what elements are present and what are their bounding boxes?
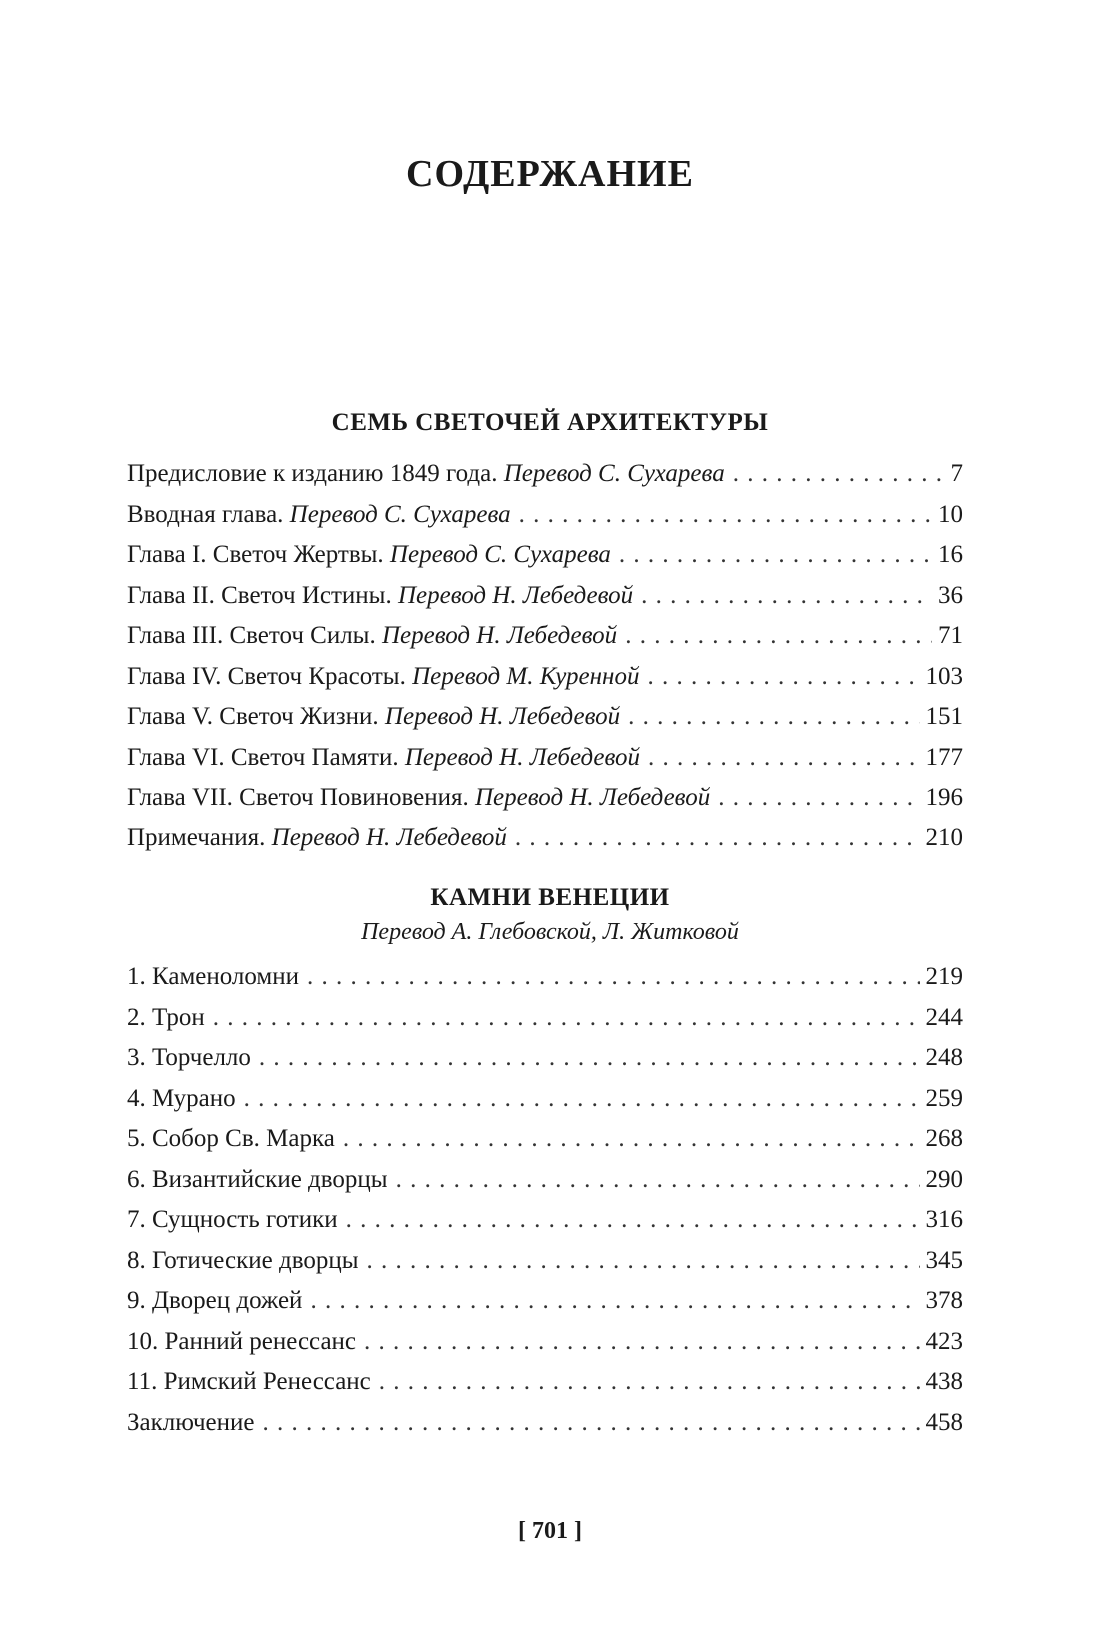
toc-entry: [127, 703, 963, 744]
toc-entry: [127, 663, 963, 704]
toc-entry: [127, 1247, 963, 1288]
dot-leader: [263, 1409, 920, 1437]
dot-leader: [213, 1004, 920, 1032]
toc-entry-title: [127, 622, 625, 650]
toc-entry: [127, 963, 963, 1004]
entry-page-number: 423: [925, 1327, 963, 1355]
entry-label: Вводная глава.: [127, 500, 284, 528]
entry-label: Глава IV. Светоч Красоты.: [127, 662, 406, 690]
toc-entry: [127, 1368, 963, 1409]
toc-entry-title: 9. Дворец дожей: [127, 1287, 303, 1314]
part2-translators: Перевод А. Глебовской, Л. Житковой: [361, 919, 739, 945]
toc-entry: [127, 541, 963, 582]
toc-entry-title: 2. Трон: [127, 1003, 205, 1031]
dot-leader: [259, 1044, 920, 1072]
entry-translator: Перевод Н. Лебедевой: [397, 581, 634, 609]
entry-page-number: 219: [925, 963, 963, 990]
entry-page-number: 210: [925, 824, 963, 851]
toc-entry-title: [127, 541, 619, 569]
dot-leader: [396, 1166, 920, 1194]
entry-label: Глава I. Светоч Жертвы.: [127, 541, 384, 568]
entry-page-number: 378: [925, 1287, 963, 1314]
dot-leader: [343, 1125, 920, 1153]
toc-entry: [127, 582, 963, 623]
toc-entry-title: 10. Ранний ренессанс: [127, 1327, 357, 1355]
dot-leader: [619, 541, 932, 569]
entry-translator: Перевод Н. Лебедевой: [381, 622, 618, 649]
toc-entry-title: 4. Мурано: [127, 1084, 236, 1112]
dot-leader: [647, 663, 919, 691]
toc-entry-title: [127, 744, 648, 772]
toc-entry: [127, 1085, 963, 1126]
toc-entry: [127, 784, 963, 825]
entry-label: Предисловие к изданию 1849 года.: [127, 460, 498, 487]
toc-entry: [127, 622, 963, 663]
dot-leader: [307, 963, 920, 991]
dot-leader: [718, 784, 919, 812]
notes-toc-list: [127, 824, 963, 865]
toc-entry-title: 11. Римский Ренессанс: [127, 1368, 371, 1395]
entry-page-number: 177: [925, 743, 963, 771]
entry-page-number: 7: [950, 460, 963, 487]
toc-entry: [127, 1287, 963, 1328]
toc-entry-title: [127, 703, 628, 731]
entry-translator: Перевод Н. Лебедевой: [404, 743, 641, 771]
dot-leader: [346, 1206, 920, 1234]
entry-page-number: 103: [925, 662, 963, 690]
entry-page-number: 36: [938, 581, 963, 609]
entry-page-number: 290: [925, 1165, 963, 1193]
entry-label: Глава V. Светоч Жизни.: [127, 703, 379, 730]
toc-entry-title: 8. Готические дворцы: [127, 1246, 359, 1274]
dot-leader: [367, 1247, 920, 1275]
entry-translator: Перевод Н. Лебедевой: [475, 784, 711, 811]
dot-leader: [364, 1328, 919, 1356]
toc-entry: [127, 1125, 963, 1166]
toc-entry: [127, 1328, 963, 1369]
toc-entry-title: [127, 784, 718, 812]
dot-leader: [310, 1287, 919, 1315]
dot-leader: [648, 744, 919, 772]
toc-entry-title: 5. Собор Св. Марка: [127, 1125, 335, 1152]
entry-label: Глава VI. Светоч Памяти.: [127, 743, 399, 771]
entry-page-number: 345: [925, 1246, 963, 1274]
toc-entry: [127, 1044, 963, 1085]
entry-translator: Перевод С. Сухарева: [503, 460, 725, 487]
toc-entry: [127, 744, 963, 785]
toc-entry-title: Заключение: [127, 1408, 255, 1436]
toc-entry-notes: [127, 824, 963, 865]
entry-page-number: 259: [925, 1084, 963, 1112]
entry-page-number: 458: [925, 1408, 963, 1436]
toc-entry-title: 1. Каменоломни: [127, 963, 299, 990]
entry-page-number: 268: [925, 1125, 963, 1152]
entry-label: Глава II. Светоч Истины.: [127, 581, 392, 609]
toc-entry: [127, 1409, 963, 1450]
entry-page-number: 16: [938, 541, 963, 568]
dot-leader: [515, 824, 920, 852]
toc-entry: [127, 1004, 963, 1045]
entry-page-number: 248: [925, 1044, 963, 1071]
entry-translator: Перевод С. Сухарева: [389, 541, 611, 568]
dot-leader: [379, 1368, 920, 1396]
entry-translator: Перевод С. Сухарева: [289, 500, 511, 528]
dot-leader: [519, 501, 932, 529]
toc-entry: [127, 460, 963, 501]
page-title: СОДЕРЖАНИЕ: [406, 153, 694, 195]
toc-entry-title: [127, 824, 515, 852]
dot-leader: [628, 703, 919, 731]
entry-page-number: 10: [938, 500, 963, 528]
dot-leader: [733, 460, 945, 488]
entry-page-number: 244: [925, 1003, 963, 1031]
toc-entry-title: [127, 663, 647, 691]
entry-page-number: 316: [925, 1206, 963, 1233]
entry-translator: Перевод Н. Лебедевой: [384, 703, 621, 730]
part1-heading: СЕМЬ СВЕТОЧЕЙ АРХИТЕКТУРЫ: [331, 409, 769, 436]
toc-entry-title: 6. Византийские дворцы: [127, 1165, 388, 1193]
toc-entry: [127, 1166, 963, 1207]
part2-heading: КАМНИ ВЕНЕЦИИ: [430, 884, 670, 911]
toc-entry-title: [127, 501, 519, 529]
toc-entry-title: [127, 460, 733, 488]
entry-page-number: 151: [925, 703, 963, 730]
part2-toc-list: [127, 963, 963, 1449]
dot-leader: [641, 582, 932, 610]
toc-entry-title: 7. Сущность готики: [127, 1206, 338, 1233]
page-number-folio: [ 701 ]: [518, 1518, 582, 1544]
toc-entry-title: [127, 582, 641, 610]
entry-translator: Перевод М. Куренной: [412, 662, 640, 690]
entry-label: Примечания.: [127, 824, 266, 851]
entry-page-number: 438: [925, 1368, 963, 1395]
toc-entry: [127, 1206, 963, 1247]
entry-label: Глава III. Светоч Силы.: [127, 622, 376, 649]
dot-leader: [625, 622, 932, 650]
toc-entry-title: 3. Торчелло: [127, 1044, 251, 1071]
dot-leader: [244, 1085, 920, 1113]
entry-page-number: 71: [938, 622, 963, 649]
toc-entry: [127, 501, 963, 542]
entry-translator: Перевод Н. Лебедевой: [271, 824, 507, 851]
part1-toc-list: [127, 460, 963, 825]
entry-label: Глава VII. Светоч Повиновения.: [127, 784, 469, 811]
entry-page-number: 196: [925, 784, 963, 811]
